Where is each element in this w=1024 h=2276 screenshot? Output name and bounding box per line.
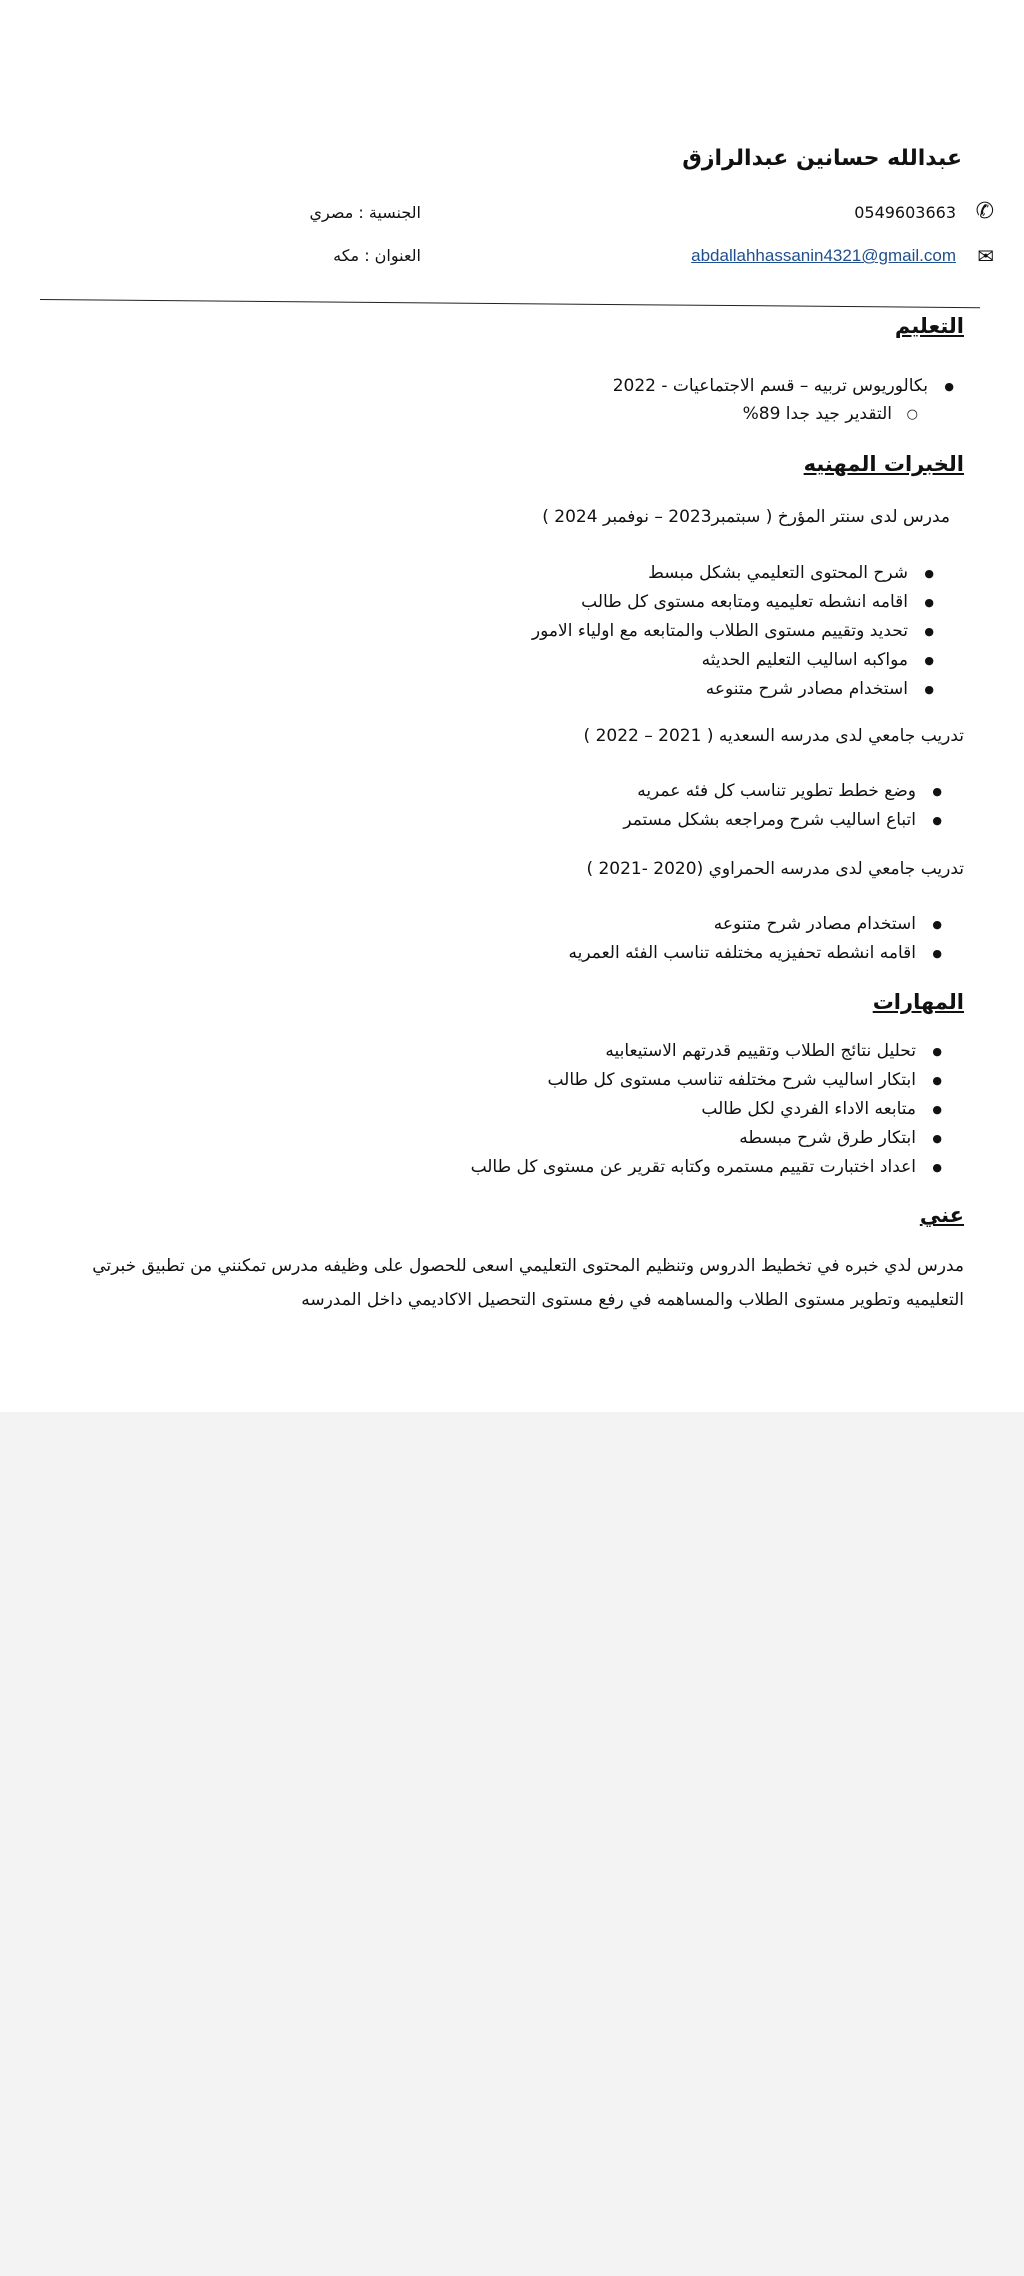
- list-item: ● اقامه انشطه تعليميه ومتابعه مستوى كل طالب: [532, 588, 944, 617]
- list-item: ● ابتكار اساليب شرح مختلفه تناسب مستوى كل طالب: [471, 1066, 952, 1095]
- education-title: التعليم: [894, 314, 964, 338]
- list-item: ● تحديد وتقييم مستوى الطلاب والمتابعه مع اولياء الامور: [532, 617, 944, 646]
- about-text: مدرس لدي خبره في تخطيط الدروس وتنظيم المحتوى التعليمي اسعى للحصول على وظيفه مدرس تمكنني من تطبيق خبرتي التعليميه وتطوير مستوى الطلاب والمساهمه في رفع مستوى التحصيل الاكاديمي داخل المدرسه: [92, 1256, 964, 1310]
- envelope-icon: ✉: [977, 244, 994, 268]
- full-name: عبدالله حسانين عبدالرازق: [682, 146, 962, 171]
- email-link[interactable]: abdallahhassanin4321@gmail.com: [691, 246, 956, 265]
- list-item: ● بكالوريوس تربيه – قسم الاجتماعيات - 2022: [613, 372, 964, 401]
- address: العنوان : مكه: [333, 246, 421, 265]
- list-item: ● وضع خطط تطوير تناسب كل فئه عمريه: [623, 777, 952, 806]
- education-list: [613, 372, 964, 401]
- job-duties-list: [532, 559, 944, 704]
- job-duties-list: [623, 777, 952, 835]
- header-divider: [40, 299, 980, 308]
- list-item: ● ابتكار طرق شرح مبسطه: [471, 1124, 952, 1153]
- phone-icon: ✆: [975, 199, 994, 224]
- about-title: عني: [919, 1203, 964, 1227]
- job-title: تدريب جامعي لدى مدرسه السعديه ( 2021 – 2022 ): [583, 726, 964, 746]
- nationality: الجنسية : مصري: [309, 203, 421, 222]
- list-item: ● استخدام مصادر شرح متنوعه: [569, 910, 952, 939]
- list-item: ● اعداد اختبارت تقييم مستمره وكتابه تقرير عن مستوى كل طالب: [471, 1153, 952, 1182]
- list-item: ○ التقدير جيد جدا 89%: [743, 400, 928, 429]
- list-item: ● مواكبه اساليب التعليم الحديثه: [532, 646, 944, 675]
- job-duties-list: [569, 910, 952, 968]
- list-item: ● متابعه الاداء الفردي لكل طالب: [471, 1095, 952, 1124]
- list-item: ● اتباع اساليب شرح ومراجعه بشكل مستمر: [623, 806, 952, 835]
- job-title: تدريب جامعي لدى مدرسه الحمراوي (2020 -2021 ): [586, 859, 964, 879]
- education-sublist: [743, 400, 928, 429]
- experience-title: الخبرات المهنيه: [803, 452, 964, 476]
- skills-list: [471, 1037, 952, 1182]
- list-item: ● اقامه انشطه تحفيزيه مختلفه تناسب الفئه العمريه: [569, 939, 952, 968]
- list-item: ● تحليل نتائج الطلاب وتقييم قدرتهم الاستيعابيه: [471, 1037, 952, 1066]
- list-item: ● شرح المحتوى التعليمي بشكل مبسط: [532, 559, 944, 588]
- job-title: مدرس لدى سنتر المؤرخ ( سبتمبر2023 – نوفمبر 2024 ): [542, 507, 950, 527]
- skills-title: المهارات: [872, 990, 964, 1014]
- list-item: ● استخدام مصادر شرح متنوعه: [532, 675, 944, 704]
- phone-number: 0549603663: [854, 203, 956, 222]
